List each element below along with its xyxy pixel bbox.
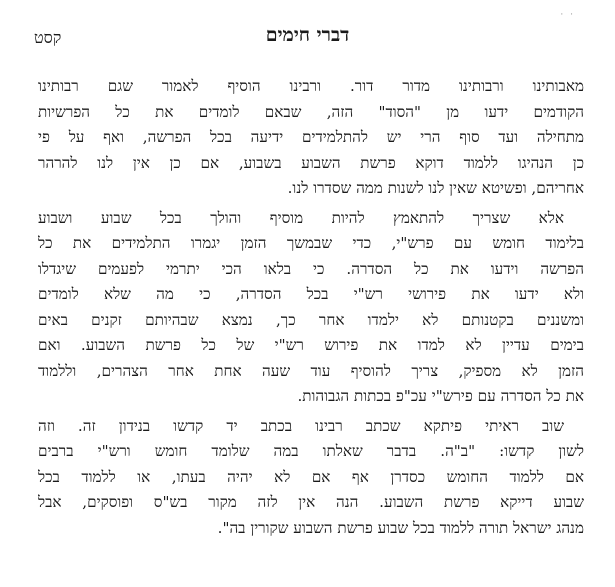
text-line: בלימוד חומש עם פרש"י, כדי שבמשך הזמן יגמרו התלמידים את כל bbox=[38, 234, 584, 252]
text-line: ומשננים בקטנותם לא ילמדו אחר כך, נמצא שבהיותם זקנים באים bbox=[38, 310, 584, 329]
text-line: הזמן לא מספיק, צריך להוסיף עוד שעה אחת אחר הצהרים, וללמוד bbox=[38, 361, 584, 380]
text-line: את כל הסדרה עם פירש"י עכ"פ בכתות הגבוהות. bbox=[297, 387, 584, 405]
paragraph bbox=[38, 74, 584, 202]
text-line: מנהג ישראל תורה ללמוד בכל שבוע פרשת השבוע שקורין בה". bbox=[217, 518, 584, 537]
text-line: בימים עדיין לא למדו את פירוש רש"י של כל פרשת השבוע. ואם bbox=[38, 336, 584, 354]
text-line: כן הנהיגו ללמוד דוקא פרשת השבוע בשבוע, אם כן אין לנו להרהר bbox=[38, 153, 584, 172]
page-header bbox=[0, 24, 615, 54]
text-line: לשון קדשו: "ב"ה. בדבר שאלתו במה שלומד חומש ורש"י ברבים bbox=[38, 442, 584, 460]
text-line: אחריהם, ופשיטא שאין לנו לשנות ממה שסדרו לנו. bbox=[287, 179, 584, 197]
text-line: שוב ראיתי פיתקא שכתב רבינו בכתב יד קדשו בנידון זה. וזה bbox=[38, 416, 564, 435]
page-number: קסט bbox=[34, 28, 62, 47]
text-line: ולא ידעו את פירושי רש"י בכל הסדרה, כי מה שלא לומדים bbox=[38, 285, 584, 303]
text-line: שבוע דייקא פרשת השבוע. הנה אין לזה מקור בש"ס ופוסקים, אבל bbox=[38, 493, 584, 511]
text-line: אם ללמוד החומש כסדרן אף אם לא יהיה בעתו, או ללמוד בכל bbox=[38, 467, 584, 486]
text-line: מאבותינו ורבותינו מדור דור. ורבינו הוסיף לאמור שגם רבותינו bbox=[38, 77, 584, 95]
text-line: אלא שצריך להתאמץ להיות מוסיף והולך בכל שבוע ושבוע bbox=[38, 208, 564, 227]
paragraph bbox=[38, 414, 584, 542]
text-line: הפרשה וידעו את כל הסדרה. כי בלאו הכי יתרמי לפעמים שיגדלו bbox=[38, 259, 584, 278]
text-line: מתחילה ועד סוף הרי יש להתלמידים ידיעה בכל הפרשה, ואף על פי bbox=[38, 128, 584, 146]
running-title: דברי חימים bbox=[265, 24, 350, 46]
paragraph bbox=[38, 206, 584, 410]
body-text bbox=[38, 74, 584, 541]
scan-speck: · · bbox=[560, 10, 575, 20]
text-line: הקודמים ידעו מן "הסוד" הזה, שבאם לומדים את כל הפרשיות bbox=[38, 102, 584, 121]
